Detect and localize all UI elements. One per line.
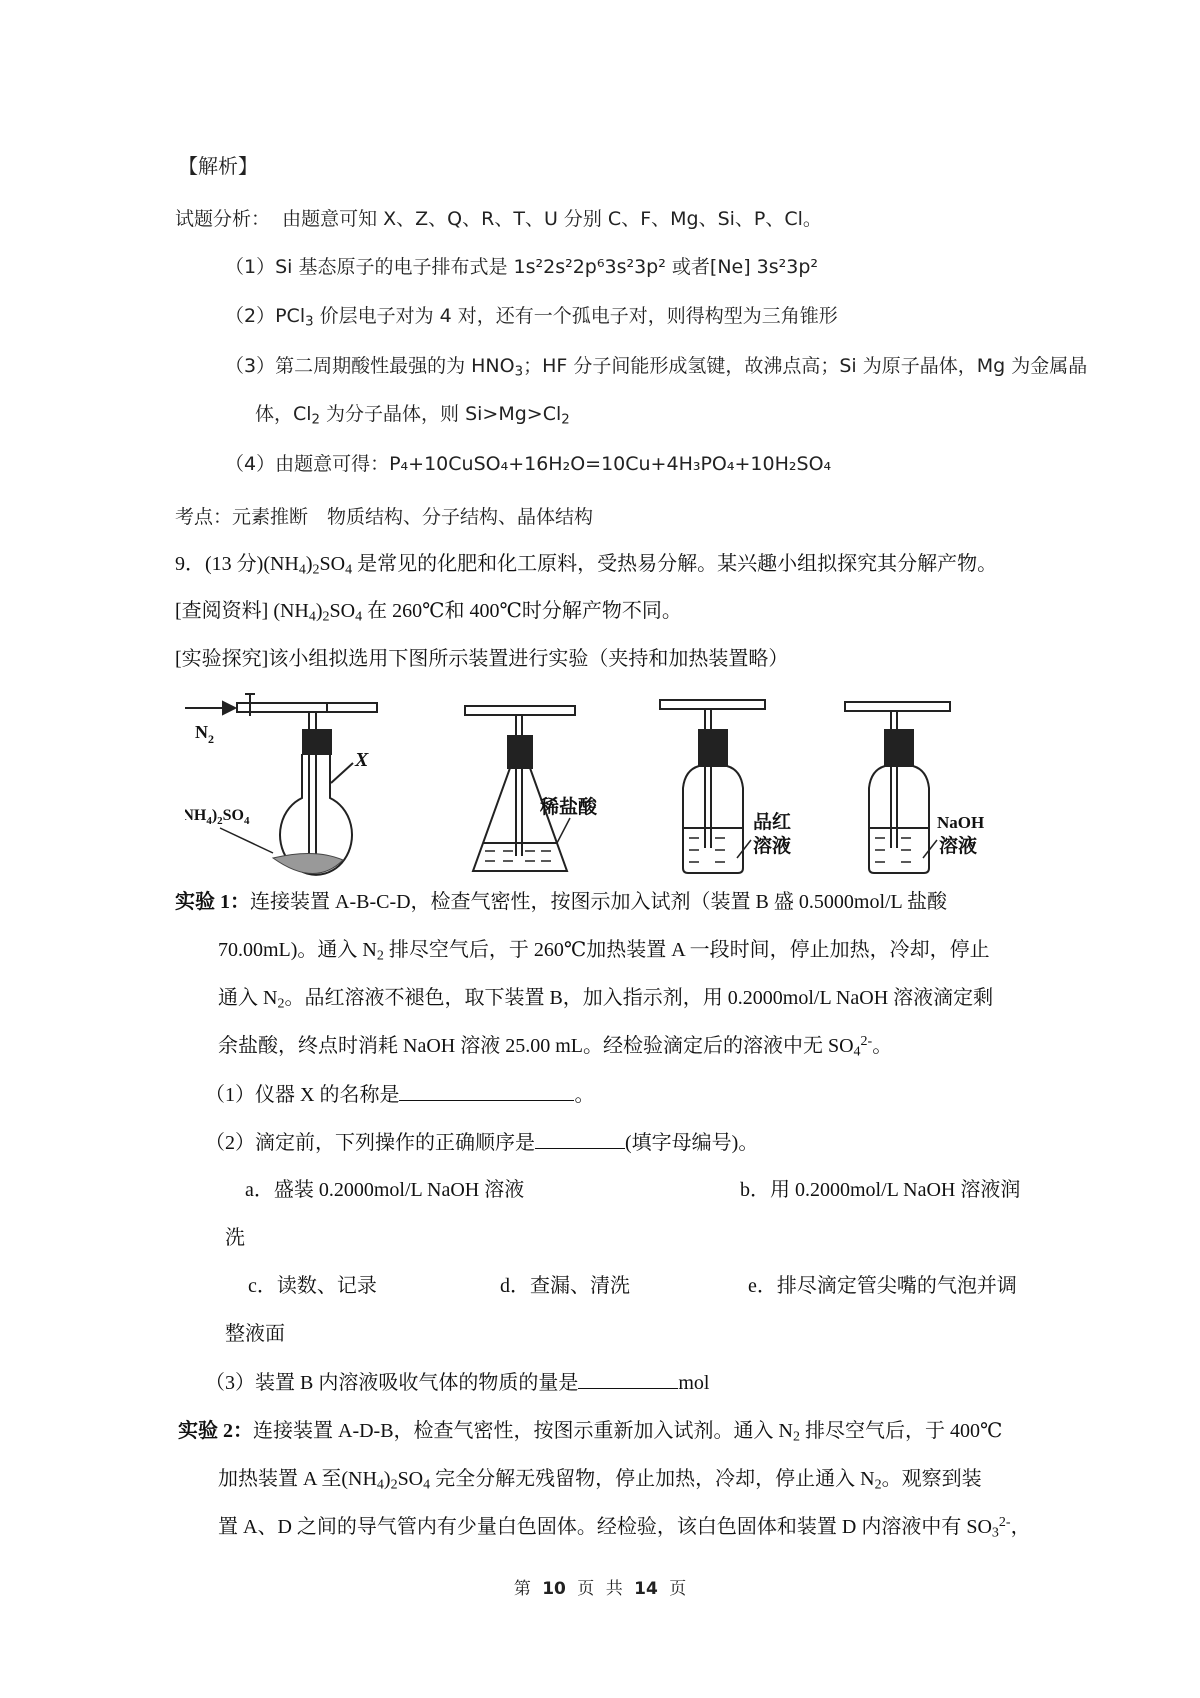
exp1-line-2: [218, 936, 990, 964]
b-stopper: [508, 736, 532, 768]
item1-config-main: 1s²2s²2p⁶3s²3p²: [513, 256, 666, 278]
question-1-text: （1）仪器 X 的名称是: [205, 1084, 400, 1106]
footer-mid: 页 共: [577, 1579, 623, 1599]
n2-arrow-head: [223, 702, 235, 714]
exp1-line3-b: 。品红溶液不褪色，取下装置 B，加入指示剂，用 0.2000mol/L NaOH 溶液滴定剩: [284, 987, 994, 1009]
q9-intro-c: SO: [319, 553, 346, 575]
item3-line1-sub: 3: [514, 364, 524, 380]
question-9-intro: [175, 550, 997, 578]
question-3-text: （3）装置 B 内溶液吸收气体的物质的量是: [205, 1372, 579, 1394]
b-tubes: [465, 706, 575, 715]
analysis-item-3-line-1: [225, 352, 1087, 380]
analysis-item-1: [225, 253, 818, 281]
b-reagent-pointer: [557, 818, 570, 843]
d-liquid: [875, 838, 911, 862]
d-tubes: [845, 702, 950, 711]
question-2: [205, 1128, 758, 1157]
analysis-intro-label: 试题分析：: [175, 208, 271, 230]
question-2-end: (填字母编号)。: [625, 1132, 759, 1154]
exp2-line-2: [218, 1465, 982, 1493]
question-1-answer-blank[interactable]: [399, 1080, 574, 1101]
exp1-line-4: [218, 1032, 892, 1060]
q9-ref-d: 在 260℃和 400℃时分解产物不同。: [362, 600, 682, 622]
exp2-line2-d: 完全分解无残留物，停止加热，冷却，停止通入 N: [430, 1468, 875, 1490]
question-3-answer-blank[interactable]: [578, 1368, 678, 1389]
exp1-line4-a: 余盐酸，终点时消耗 NaOH 溶液 25.00 mL。经检验滴定后的溶液中无 SO: [218, 1035, 854, 1057]
analysis-keypoints: 考点：元素推断 物质结构、分子结构、晶体结构: [175, 506, 594, 528]
q9-intro-s1: 4: [298, 562, 306, 578]
item1-config-alt: [Ne] 3s²3p²: [709, 256, 819, 278]
analysis-item-3-line-2: [255, 400, 570, 428]
analysis-item-2: [225, 302, 838, 330]
footer-prefix: 第: [513, 1579, 531, 1599]
d-reagent-label-1: NaOH: [937, 813, 985, 832]
salt-label: $NH_4)_2SO_4$: [185, 807, 250, 827]
apparatus-c: [660, 700, 765, 873]
question-9-reference: [175, 597, 682, 625]
exp1-line-3: [218, 984, 993, 1012]
option-b: b．用 0.2000mol/L NaOH 溶液润: [740, 1179, 1021, 1201]
a-outlet-tube: [327, 703, 377, 712]
q9-intro-s3: 4: [345, 562, 353, 578]
analysis-heading: 【解析】: [178, 154, 258, 178]
exp2-line-3: [218, 1513, 1031, 1541]
x-label: X: [355, 749, 369, 771]
exp1-line3-a: 通入 N: [218, 987, 278, 1009]
apparatus-b: [465, 706, 575, 871]
exp2-line-1: [178, 1417, 1002, 1445]
option-e-continued: 整液面: [225, 1323, 285, 1345]
exp1-line-1: [175, 888, 947, 916]
exp2-line2-c: SO: [397, 1468, 424, 1490]
question-1-end: 。: [574, 1084, 595, 1106]
total-page-count: 14: [634, 1579, 658, 1599]
q9-intro-a: 9．(13 分)(NH: [175, 553, 299, 575]
q9-ref-s2: 2: [322, 609, 330, 625]
page-footer: [0, 1574, 1200, 1599]
d-stopper: [885, 730, 913, 766]
question-9-explore: [实验探究]该小组拟选用下图所示装置进行实验（夹持和加热装置略）: [175, 648, 789, 670]
item3-line2-sub2: 2: [561, 412, 570, 428]
exp1-line3-sub: 2: [277, 996, 285, 1012]
exp1-line1-text: 连接装置 A-B-C-D，检查气密性，按图示加入试剂（装置 B 盛 0.5000mol/L 盐酸: [250, 891, 948, 913]
footer-suffix: 页: [669, 1579, 687, 1599]
exp1-line2-b: 排尽空气后，于 260℃加热装置 A 一段时间，停止加热，冷却，停止: [383, 939, 990, 961]
exp2-line1-a: 连接装置 A-D-B，检查气密性，按图示重新加入试剂。通入 N: [253, 1420, 793, 1442]
item1-or: 或者: [665, 256, 710, 278]
c-reagent-label-1: 品红: [753, 812, 792, 833]
b-liquid: [485, 851, 551, 861]
exp2-line2-s2: 2: [390, 1477, 398, 1493]
option-e: e．排尽滴定管尖嘴的气泡并调: [748, 1275, 1017, 1297]
exp2-line2-a: 加热装置 A 至(NH: [218, 1468, 377, 1490]
exp1-line2-sub: 2: [376, 948, 384, 964]
c-tubes: [660, 700, 765, 709]
item2-text: 价层电子对为 4 对，还有一个孤电子对，则得构型为三角锥形: [313, 305, 838, 327]
item3-line2-a: 体，Cl: [255, 403, 312, 425]
option-c: c．读数、记录: [248, 1275, 377, 1297]
b-conical-flask: [473, 768, 567, 871]
analysis-intro-text: 由题意可知 X、Z、Q、R、T、U 分别 C、F、Mg、Si、P、Cl。: [282, 208, 822, 230]
option-a: a．盛装 0.2000mol/L NaOH 溶液: [245, 1179, 525, 1201]
option-b-continued: 洗: [225, 1227, 245, 1249]
item3-line2-b: 为分子晶体，则 Si>Mg>Cl: [320, 403, 562, 425]
c-bottle: [683, 766, 743, 873]
n2-label: $N_2$: [195, 722, 214, 746]
exp2-line3-sup: 2-: [998, 1515, 1011, 1530]
q9-ref-b: ): [315, 600, 323, 622]
exp2-line2-s1: 4: [376, 1477, 384, 1493]
exp2-line3-b: ，: [1010, 1516, 1031, 1538]
q9-intro-b: ): [305, 553, 313, 575]
exp2-label: 实验 2：: [178, 1420, 253, 1442]
exp1-line4-sub: 4: [853, 1044, 861, 1060]
exp2-line3-sub: 3: [991, 1525, 999, 1541]
current-page-number: 10: [542, 1579, 566, 1599]
d-bottle: [869, 766, 929, 873]
apparatus-d: [845, 702, 950, 873]
question-1: [205, 1080, 594, 1109]
exp1-line4-b: 。: [872, 1035, 893, 1057]
d-reagent-label-2: 溶液: [939, 836, 978, 857]
b-reagent-label: 稀盐酸: [540, 797, 598, 818]
q9-intro-s2: 2: [312, 562, 320, 578]
exp1-line2-a: 70.00mL)。通入 N: [218, 939, 377, 961]
exp2-line2-b: ): [383, 1468, 391, 1490]
q9-intro-d: 是常见的化肥和化工原料，受热易分解。某兴趣小组拟探究其分解产物。: [352, 553, 998, 575]
exp1-line4-sup: 2-: [860, 1034, 873, 1049]
x-pointer: [331, 763, 353, 783]
apparatus-diagram: [185, 688, 1015, 878]
exp1-label: 实验 1：: [175, 891, 250, 913]
c-stopper: [699, 730, 727, 766]
item3-line1-b: ；HF 分子间能形成氢键，故沸点高；Si 为原子晶体，Mg 为金属晶: [523, 355, 1088, 377]
c-liquid: [689, 838, 725, 862]
question-3: [205, 1368, 709, 1397]
q9-ref-a: [查阅资料] (NH: [175, 600, 309, 622]
salt-pointer: [220, 828, 273, 853]
analysis-intro: [175, 205, 822, 233]
question-2-answer-blank[interactable]: [535, 1128, 625, 1149]
q9-ref-s1: 4: [308, 609, 316, 625]
q9-ref-s3: 4: [355, 609, 363, 625]
item2-prefix: （2）PCl: [225, 305, 306, 327]
item3-line1-a: （3）第二周期酸性最强的为 HNO: [225, 355, 515, 377]
option-d: d．查漏、清洗: [500, 1275, 630, 1297]
question-2-text: （2）滴定前，下列操作的正确顺序是: [205, 1132, 535, 1154]
c-reagent-label-2: 溶液: [753, 836, 792, 857]
apparatus-a: [185, 694, 377, 875]
question-3-unit: mol: [678, 1372, 710, 1394]
exp2-line2-s3: 4: [423, 1477, 431, 1493]
exp2-line2-s4: 2: [874, 1477, 882, 1493]
exp2-line1-b: 排尽空气后，于 400℃: [800, 1420, 1003, 1442]
analysis-item-4: （4）由题意可得：P₄+10CuSO₄+16H₂O=10Cu+4H₃PO₄+10H₂SO₄: [225, 453, 832, 475]
exp2-line3-a: 置 A、D 之间的导气管内有少量白色固体。经检验，该白色固体和装置 D 内溶液中有 SO: [218, 1516, 992, 1538]
q9-ref-c: SO: [329, 600, 356, 622]
exp2-line1-sub: 2: [793, 1429, 800, 1445]
item2-sub: 3: [305, 314, 314, 330]
item3-line2-sub: 2: [311, 412, 321, 428]
exp2-line2-e: 。观察到装: [881, 1468, 982, 1490]
item1-prefix: （1）Si 基态原子的电子排布式是: [225, 256, 514, 278]
